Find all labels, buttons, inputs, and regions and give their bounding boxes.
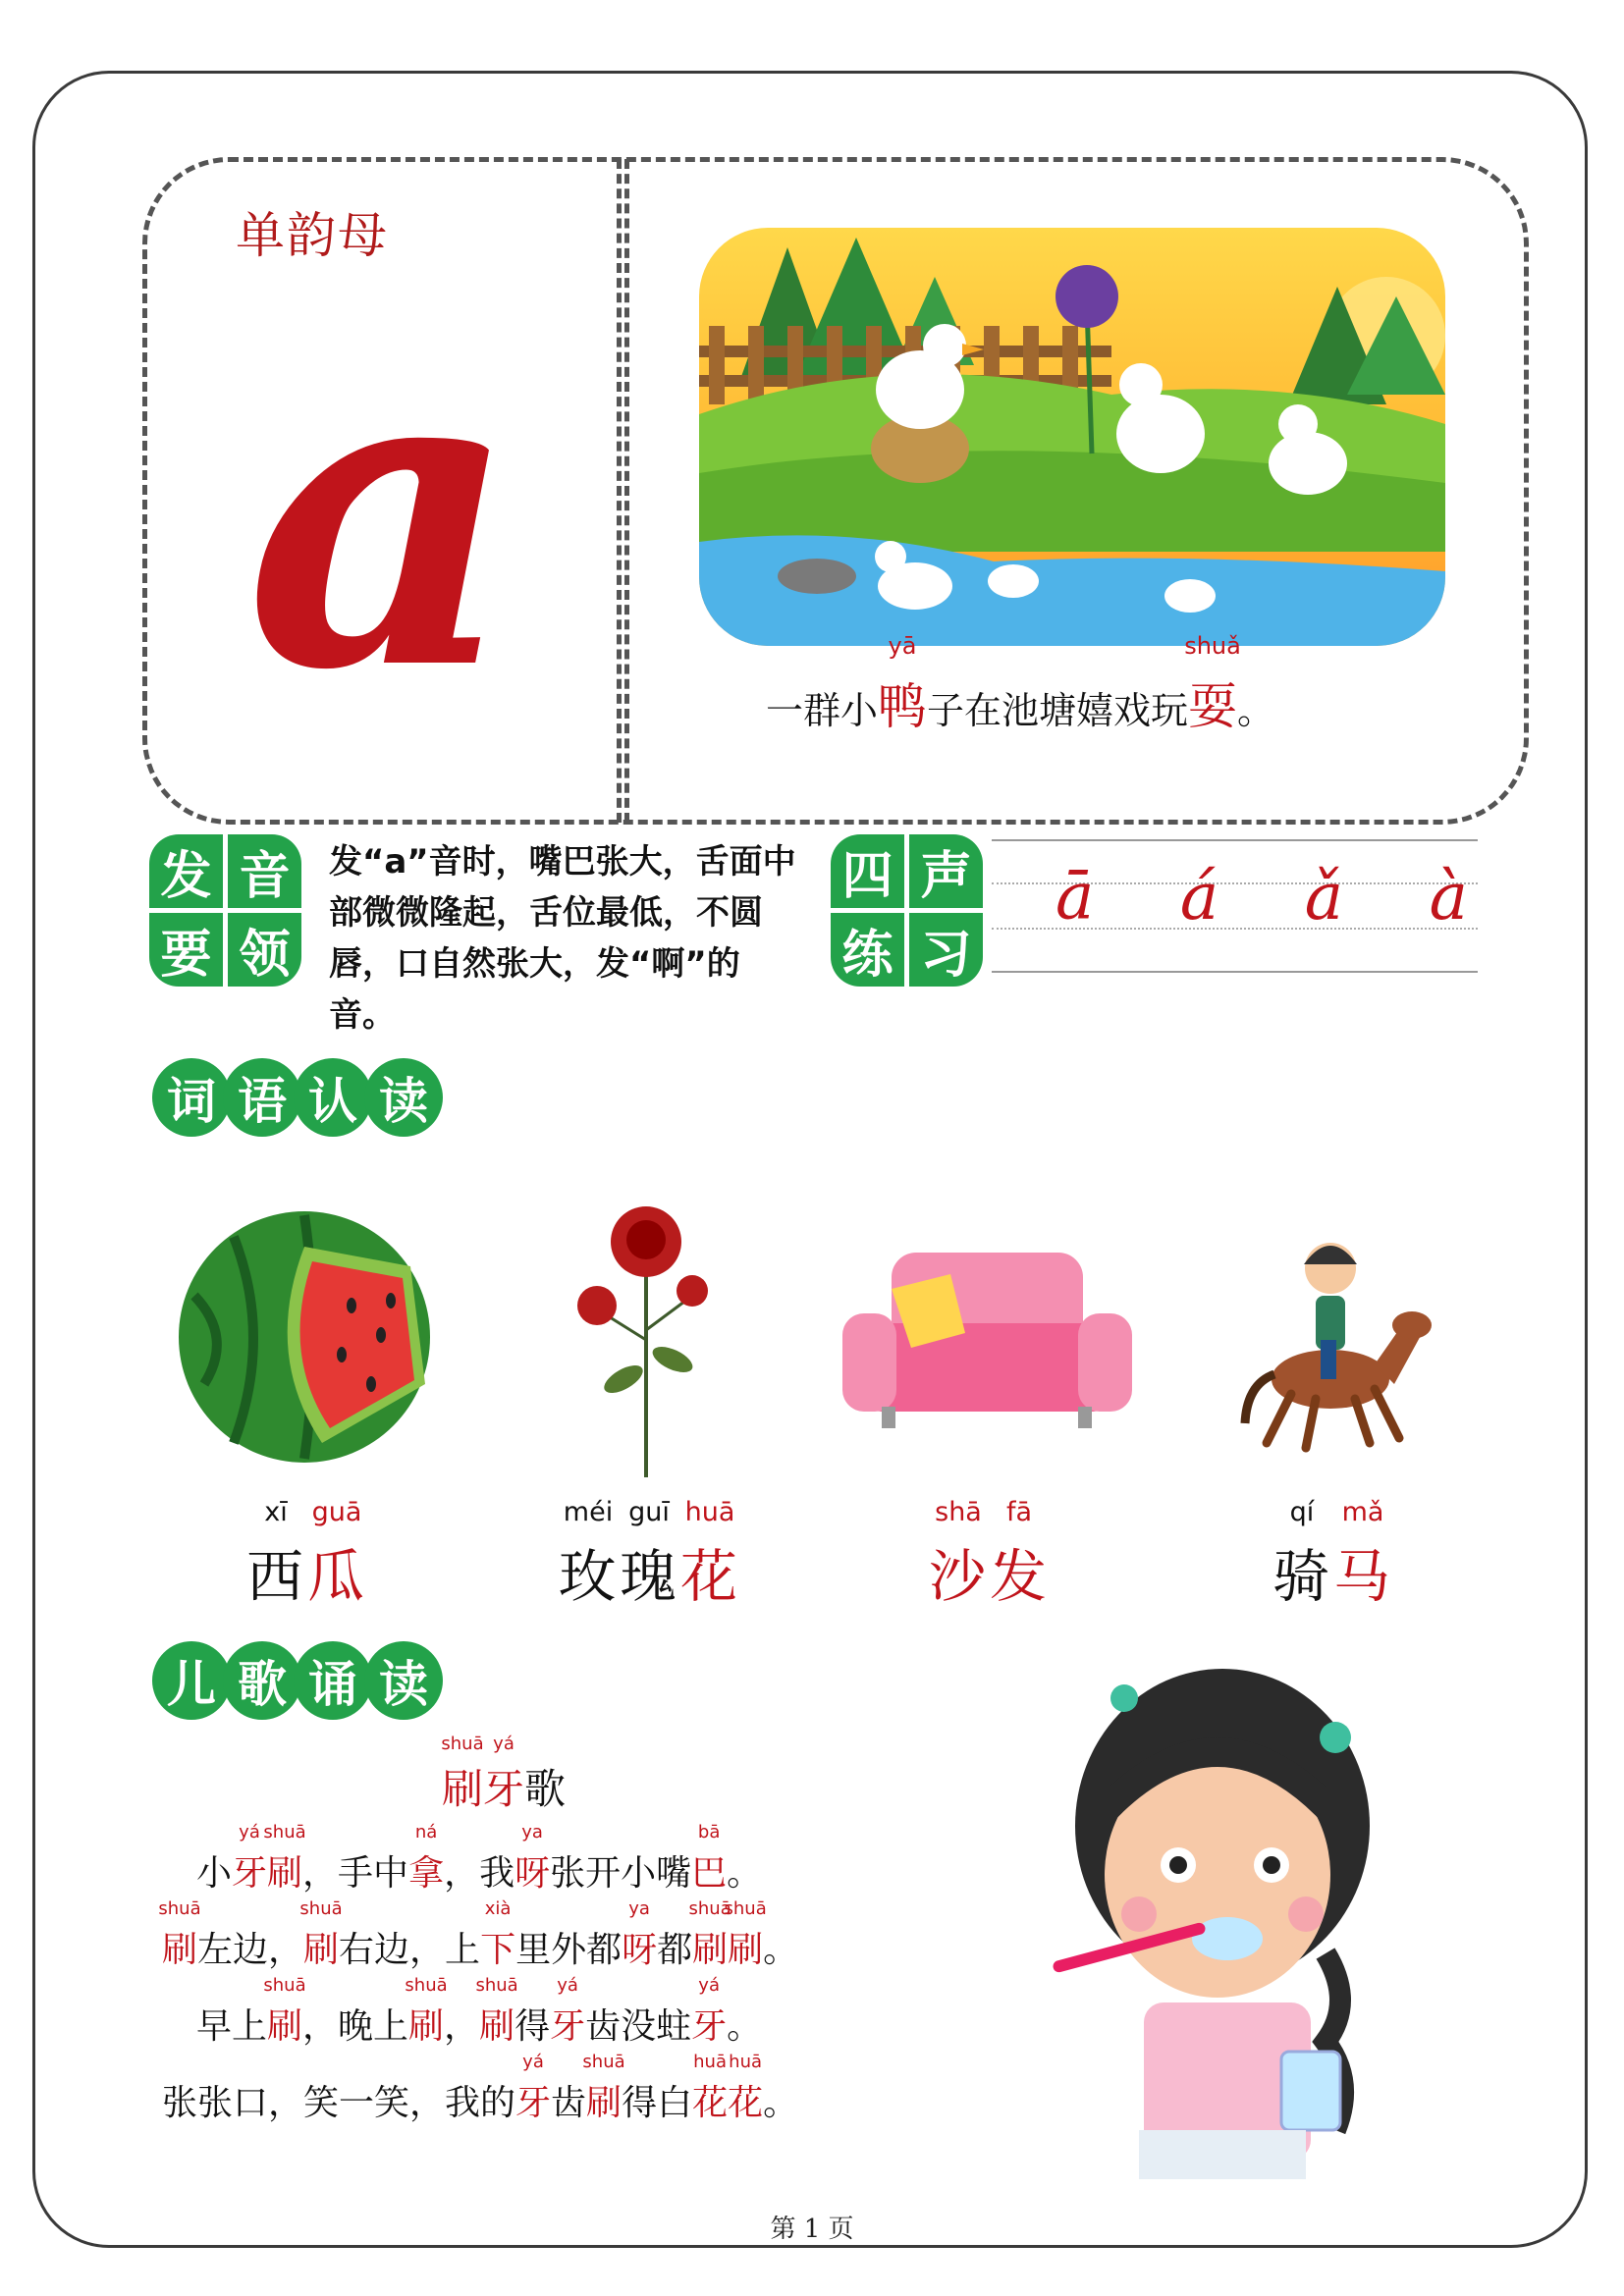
poem-title xyxy=(441,1734,567,1816)
poem-part: 。 xyxy=(727,2006,763,2047)
poem-line xyxy=(162,2052,799,2125)
pinyin: yá xyxy=(239,1822,260,1842)
badge-char: 音 xyxy=(228,834,301,908)
watermelon-icon xyxy=(175,1207,435,1468)
page-number: 第 1 页 xyxy=(770,2215,854,2244)
badge-char: 发 xyxy=(149,834,223,908)
pinyin: yá xyxy=(557,1975,578,1996)
word-pinyin: méi xyxy=(563,1497,614,1527)
word-char: 花 xyxy=(679,1543,739,1610)
poem-part: 张开小嘴 xyxy=(550,1853,692,1894)
pinyin: yá xyxy=(522,2052,544,2072)
poem-part: 。 xyxy=(763,1930,799,1970)
panel-divider xyxy=(624,159,629,823)
tone-item: ǎ xyxy=(1304,859,1344,934)
pinyin: shuā xyxy=(263,1822,306,1842)
sofa-icon xyxy=(842,1245,1132,1431)
word-pinyin: shā xyxy=(935,1497,982,1527)
poem-part: 刷 shuā xyxy=(724,1898,767,1970)
tone-item: á xyxy=(1179,859,1219,934)
heading-char: 认 xyxy=(294,1058,372,1137)
pinyin: shuā xyxy=(405,1975,448,1996)
word-pinyin: huā xyxy=(684,1497,735,1527)
word-pinyin: guā xyxy=(311,1497,362,1527)
poem-part: 牙 yá xyxy=(691,1975,728,2047)
badge-char: 声 xyxy=(909,834,983,908)
pinyin: bā xyxy=(697,1822,721,1842)
heading-char: 语 xyxy=(223,1058,301,1137)
heading-char: 儿 xyxy=(152,1641,231,1720)
poem-part: 下 xià xyxy=(480,1898,516,1970)
pinyin: shuā xyxy=(441,1734,484,1754)
word-pinyin: qí xyxy=(1289,1497,1315,1527)
pinyin: ya xyxy=(628,1898,650,1919)
poem-part: 刷 shuā xyxy=(405,1975,448,2047)
poem-part: 牙 yá xyxy=(550,1975,586,2047)
vocab-word xyxy=(928,1497,1050,1613)
poem-part: 左边， xyxy=(197,1930,304,1970)
poem-part: 里外都 xyxy=(515,1930,623,1970)
pinyin: yá xyxy=(698,1975,720,1996)
word-pinyin: mǎ xyxy=(1341,1497,1384,1527)
pinyin: ya xyxy=(521,1822,543,1842)
girl-brushing-teeth-icon xyxy=(1031,1629,1404,2179)
poem-line xyxy=(196,1975,763,2049)
poem-part: 刷 shuā xyxy=(475,1975,518,2047)
poem-part: 拿 ná xyxy=(408,1822,445,1894)
poem-part: 齿 xyxy=(551,2083,587,2123)
badge-char: 领 xyxy=(228,913,301,987)
vocab-word xyxy=(1272,1497,1393,1613)
heading-char: 诵 xyxy=(294,1641,372,1720)
heading-char: 词 xyxy=(152,1058,231,1137)
pronunciation-badge xyxy=(149,834,301,984)
poem-part: ，手中 xyxy=(302,1853,409,1894)
sentence-part: 一群小 xyxy=(766,689,879,732)
word-reading-heading xyxy=(152,1058,431,1137)
heading-char: 歌 xyxy=(223,1641,301,1720)
example-sentence xyxy=(766,632,1453,738)
tone-practice-badge xyxy=(831,834,983,984)
pinyin: ná xyxy=(414,1822,438,1842)
poem-part: 右边，上 xyxy=(339,1930,481,1970)
poem-part: 花 huā xyxy=(692,2052,729,2123)
category-label: 单韵母 xyxy=(236,207,389,264)
sentence-part: 鸭 yā xyxy=(878,632,928,735)
poem-title-part: 牙 yá xyxy=(483,1734,525,1813)
pinyin: huā xyxy=(693,2052,728,2072)
poem-line xyxy=(158,1898,799,1972)
poem-part: 花 huā xyxy=(728,2052,764,2123)
pinyin: shuā xyxy=(263,1975,306,1996)
poem-part: 得 xyxy=(514,2006,551,2047)
poem-part: 都 xyxy=(657,1930,693,1970)
sentence-part: 子在池塘嬉戏玩 xyxy=(927,689,1189,732)
heading-char: 读 xyxy=(364,1641,443,1720)
poem-part: 刷 shuā xyxy=(263,1822,306,1894)
pinyin: shuǎ xyxy=(1184,632,1241,660)
horse-rider-icon xyxy=(1237,1217,1434,1453)
word-char: 发 xyxy=(989,1543,1049,1610)
vocab-word xyxy=(558,1497,740,1613)
poem-part: 牙 yá xyxy=(515,2052,552,2123)
pinyin: shuā xyxy=(688,1898,731,1919)
badge-char: 习 xyxy=(909,913,983,987)
poem-part: 刷 shuā xyxy=(158,1898,201,1970)
heading-char: 读 xyxy=(364,1058,443,1137)
panel-divider xyxy=(617,159,622,823)
tone-item: à xyxy=(1429,859,1468,934)
poem-part: 巴 bā xyxy=(691,1822,728,1894)
poem-part: ， xyxy=(444,2006,480,2047)
word-char: 骑 xyxy=(1272,1543,1331,1610)
vocab-word xyxy=(245,1497,367,1613)
duck-pond-illustration xyxy=(699,228,1445,646)
word-char: 沙 xyxy=(928,1543,988,1610)
poem-part: ，晚上 xyxy=(302,2006,409,2047)
poem-part: 得白 xyxy=(622,2083,693,2123)
poem-part: 牙 yá xyxy=(232,1822,268,1894)
pinyin: yā xyxy=(888,632,917,660)
poem-part: 刷 shuā xyxy=(582,2052,625,2123)
pinyin: shuā xyxy=(475,1975,518,1996)
poem-part: 小 xyxy=(196,1853,233,1894)
sentence-part: 。 xyxy=(1237,689,1275,732)
pinyin: yá xyxy=(493,1734,514,1754)
sentence-part: 耍 shuǎ xyxy=(1184,632,1241,735)
poem-part: 张张口，笑一笑，我的 xyxy=(162,2083,516,2123)
poem-title-part: 歌 xyxy=(524,1765,567,1813)
pinyin: shuā xyxy=(158,1898,201,1919)
tone-list xyxy=(1056,859,1468,934)
poem-part: 刷 shuā xyxy=(299,1898,343,1970)
poem-part: 呀 ya xyxy=(514,1822,551,1894)
word-char: 瑰 xyxy=(619,1543,678,1610)
poem-title-part: 刷 shuā xyxy=(441,1734,484,1813)
poem-part: ，我 xyxy=(444,1853,515,1894)
word-pinyin: fā xyxy=(1005,1497,1033,1527)
word-char: 玫 xyxy=(558,1543,618,1610)
poem-part: 早上 xyxy=(196,2006,268,2047)
word-pinyin: xī xyxy=(264,1497,288,1527)
tone-item: ā xyxy=(1056,859,1095,934)
word-char: 瓜 xyxy=(306,1543,366,1610)
poem-line xyxy=(196,1822,763,1896)
poem-part: 。 xyxy=(727,1853,763,1894)
poem-part: 。 xyxy=(763,2083,799,2123)
word-char: 西 xyxy=(245,1543,305,1610)
badge-char: 练 xyxy=(831,913,904,987)
poem-part: 齿没蛀 xyxy=(585,2006,692,2047)
poem-part: 呀 ya xyxy=(622,1898,658,1970)
word-pinyin: guī xyxy=(628,1497,670,1527)
rose-icon xyxy=(569,1202,717,1482)
pronunciation-text: 发“a”音时，嘴巴张大，舌面中部微微隆起，舌位最低，不圆唇，口自然张大，发“啊”的音。 xyxy=(329,842,796,1035)
pinyin: shuā xyxy=(582,2052,625,2072)
word-char: 马 xyxy=(1332,1543,1392,1610)
big-letter: a xyxy=(245,267,519,763)
poem-part: 刷 shuā xyxy=(263,1975,306,2047)
badge-char: 四 xyxy=(831,834,904,908)
poem-part: 刷 shuā xyxy=(688,1898,731,1970)
pinyin: shuā xyxy=(299,1898,343,1919)
pinyin: xià xyxy=(484,1898,512,1919)
pinyin: shuā xyxy=(724,1898,767,1919)
badge-char: 要 xyxy=(149,913,223,987)
nursery-rhyme-heading xyxy=(152,1641,431,1720)
pinyin: huā xyxy=(729,2052,763,2072)
